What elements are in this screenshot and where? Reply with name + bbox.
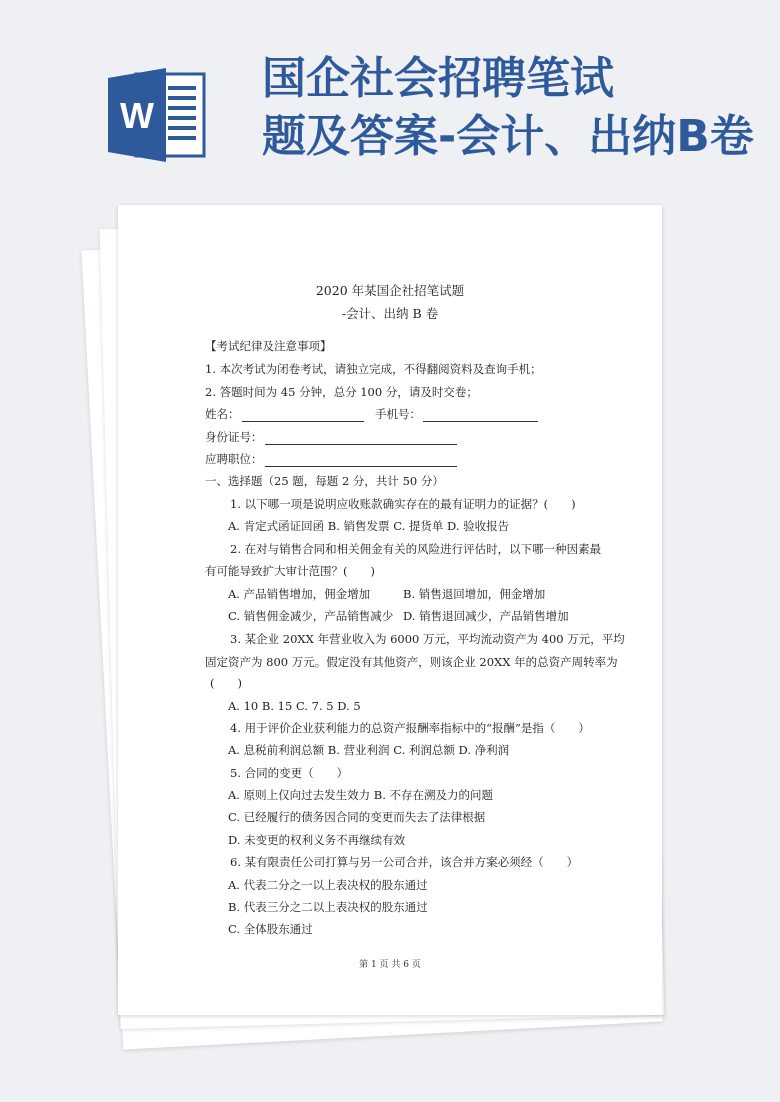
question-3-paren: ( ) [210,676,242,690]
question-2-option-d: D. 销售退回减少，产品销售增加 [403,609,569,623]
question-5-option-c: C. 已经履行的债务因合同的变更而失去了法律根据 [228,810,486,824]
question-6-option-b: B. 代表三分之二以上表决权的股东通过 [228,900,428,914]
question-3: 3. 某企业 20XX 年营业收入为 6000 万元，平均流动资产为 400 万元，平均 [230,632,625,646]
question-1: 1. 以下哪一项是说明应收账款确实存在的最有证明力的证据？( ) [230,497,576,511]
section-heading: 一、选择题（25 题，每题 2 分，共计 50 分） [205,474,444,488]
document-page [118,205,662,1015]
notice-2: 2. 答题时间为 45 分钟，总分 100 分，请及时交卷； [205,385,478,399]
title-line-1: 国企社会招聘笔试 [262,53,614,104]
phone-field [375,406,538,422]
position-blank [265,454,457,467]
question-2-cont: 有可能导致扩大审计范围？( ) [205,564,375,578]
question-6: 6. 某有限责任公司打算与另一公司合并，该合并方案必须经（ ） [230,855,579,869]
word-document-icon [108,68,206,162]
page-number: 第 1 页 共 6 页 [359,960,421,970]
position-field [205,451,457,467]
phone-blank [423,409,538,422]
question-5-options-ab: A. 原则上仅向过去发生效力 B. 不存在溯及力的问题 [228,788,494,802]
id-blank [265,432,457,445]
question-6-option-c: C. 全体股东通过 [228,922,313,936]
question-2-option-c: C. 销售佣金减少，产品销售减少 [228,609,394,623]
question-5-option-d: D. 未变更的权利义务不再继续有效 [228,833,406,847]
id-field [205,429,457,445]
question-2-option-a: A. 产品销售增加，佣金增加 [228,587,371,601]
title-line-2: 题及答案-会计、出纳B卷 [262,111,754,162]
phone-label: 手机号： [375,407,421,421]
doc-title: 2020 年某国企社招笔试题 [315,283,465,298]
question-4: 4. 用于评价企业获利能力的总资产报酬率指标中的“报酬”是指（ ） [230,721,590,735]
doc-subtitle: -会计、出纳 B 卷 [341,306,439,321]
question-4-options: A. 息税前利润总额 B. 营业利润 C. 利润总额 D. 净利润 [228,743,510,757]
position-label: 应聘职位： [205,452,263,466]
svg-text:W: W [120,95,154,136]
question-1-options: A. 肯定式函证回函 B. 销售发票 C. 提货单 D. 验收报告 [228,519,510,533]
question-3-cont: 固定资产为 800 万元。假定没有其他资产，则该企业 20XX 年的总资产周转率为 [205,655,618,669]
question-6-option-a: A. 代表二分之一以上表决权的股东通过 [228,878,428,892]
question-2-option-b: B. 销售退回增加，佣金增加 [403,587,546,601]
question-5: 5. 合同的变更（ ） [230,766,349,780]
name-label: 姓名： [205,407,240,421]
id-label: 身份证号： [205,430,263,444]
name-field [205,406,364,422]
notice-heading: 【考试纪律及注意事项】 [205,339,332,353]
question-2: 2. 在对与销售合同和相关佣金有关的风险进行评估时，以下哪一种因素最 [230,542,602,556]
name-blank [242,409,364,422]
question-3-options: A. 10 B. 15 C. 7. 5 D. 5 [228,699,361,713]
page-title [262,50,772,166]
notice-1: 1. 本次考试为闭卷考试，请独立完成，不得翻阅资料及查询手机； [205,362,542,376]
